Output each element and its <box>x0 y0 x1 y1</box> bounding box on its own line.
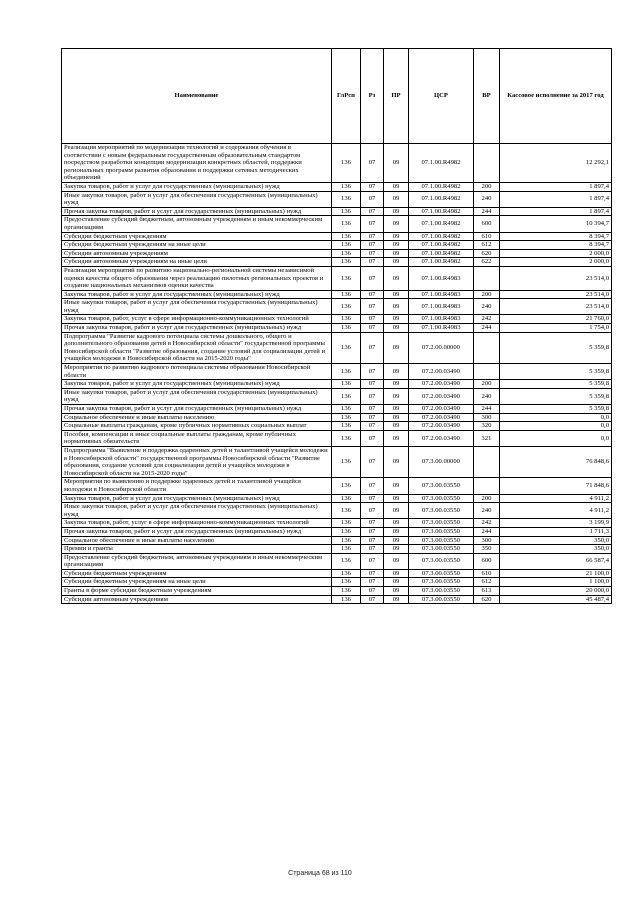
row-sum: 8 394,7 <box>500 241 612 250</box>
row-name: Премии и гранты <box>62 545 332 554</box>
table-row <box>62 324 612 333</box>
row-rz: 07 <box>361 446 384 477</box>
row-rz: 07 <box>361 536 384 545</box>
row-sum: 1 897,4 <box>500 191 612 207</box>
row-name: Мероприятия по развитию кадрового потенциала системы образования Новосибирской области <box>62 364 332 380</box>
row-sum: 4 911,2 <box>500 503 612 519</box>
row-pr: 09 <box>384 207 409 216</box>
row-grs: 136 <box>332 519 361 528</box>
row-csr: 07.3.00.03550 <box>409 545 474 554</box>
table-row <box>62 527 612 536</box>
row-grs: 136 <box>332 569 361 578</box>
row-grs: 136 <box>332 182 361 191</box>
row-pr: 09 <box>384 388 409 404</box>
row-sum: 0,0 <box>500 422 612 431</box>
row-csr: 07.2.00.00000 <box>409 332 474 363</box>
table-row <box>62 503 612 519</box>
row-name: Гранты в форме субсидии бюджетным учреждениям <box>62 587 332 596</box>
row-grs: 136 <box>332 324 361 333</box>
row-sum: 45 487,4 <box>500 595 612 604</box>
row-csr: 07.2.00.03490 <box>409 422 474 431</box>
table-row <box>62 545 612 554</box>
row-pr: 09 <box>384 144 409 183</box>
row-sum: 23 514,0 <box>500 290 612 299</box>
row-sum: 2 000,0 <box>500 258 612 267</box>
row-grs: 136 <box>332 430 361 446</box>
row-vr: 620 <box>474 249 500 258</box>
row-sum: 5 359,8 <box>500 364 612 380</box>
row-name: Субсидии бюджетным учреждениям на иные цели <box>62 241 332 250</box>
row-pr: 09 <box>384 519 409 528</box>
row-vr: 244 <box>474 324 500 333</box>
row-pr: 09 <box>384 380 409 389</box>
table-row <box>62 536 612 545</box>
row-csr: 07.1.00.R4982 <box>409 216 474 232</box>
row-csr: 07.1.00.R4983 <box>409 299 474 315</box>
row-name: Субсидии бюджетным учреждениям на иные цели <box>62 578 332 587</box>
row-vr: 240 <box>474 299 500 315</box>
row-sum: 5 359,8 <box>500 332 612 363</box>
row-rz: 07 <box>361 494 384 503</box>
row-name: Субсидии автономным учреждениям на иные цели <box>62 258 332 267</box>
row-vr <box>474 332 500 363</box>
row-sum: 66 587,4 <box>500 553 612 569</box>
row-pr: 09 <box>384 232 409 241</box>
row-pr: 09 <box>384 494 409 503</box>
row-grs: 136 <box>332 494 361 503</box>
row-vr: 612 <box>474 241 500 250</box>
row-grs: 136 <box>332 332 361 363</box>
table-row <box>62 266 612 290</box>
row-vr: 200 <box>474 494 500 503</box>
row-grs: 136 <box>332 422 361 431</box>
row-vr: 610 <box>474 569 500 578</box>
row-rz: 07 <box>361 388 384 404</box>
row-pr: 09 <box>384 430 409 446</box>
row-rz: 07 <box>361 216 384 232</box>
table-row <box>62 587 612 596</box>
row-pr: 09 <box>384 446 409 477</box>
row-grs: 136 <box>332 266 361 290</box>
row-name: Закупка товаров, работ и услуг для государственных (муниципальных) нужд <box>62 182 332 191</box>
row-sum: 0,0 <box>500 413 612 422</box>
row-csr: 07.1.00.R4983 <box>409 266 474 290</box>
row-pr: 09 <box>384 553 409 569</box>
row-pr: 09 <box>384 405 409 414</box>
row-vr: 242 <box>474 315 500 324</box>
row-vr: 321 <box>474 430 500 446</box>
row-rz: 07 <box>361 587 384 596</box>
row-csr: 07.3.00.03550 <box>409 578 474 587</box>
row-rz: 07 <box>361 527 384 536</box>
table-row <box>62 446 612 477</box>
row-rz: 07 <box>361 545 384 554</box>
row-rz: 07 <box>361 478 384 494</box>
row-grs: 136 <box>332 413 361 422</box>
row-rz: 07 <box>361 519 384 528</box>
row-csr: 07.3.00.03550 <box>409 494 474 503</box>
row-grs: 136 <box>332 216 361 232</box>
row-sum: 21 100,0 <box>500 569 612 578</box>
row-pr: 09 <box>384 315 409 324</box>
table-row <box>62 232 612 241</box>
row-name: Закупка товаров, работ и услуг для государственных (муниципальных) нужд <box>62 290 332 299</box>
row-name: Иные закупки товаров, работ и услуг для обеспечения государственных (муниципальных) нужд <box>62 388 332 404</box>
row-vr: 200 <box>474 182 500 191</box>
table-row <box>62 553 612 569</box>
table-row <box>62 364 612 380</box>
row-rz: 07 <box>361 241 384 250</box>
row-rz: 07 <box>361 315 384 324</box>
col-csr-header: ЦСР <box>409 49 474 144</box>
row-sum: 5 359,8 <box>500 388 612 404</box>
row-grs: 136 <box>332 405 361 414</box>
row-csr: 07.3.00.03550 <box>409 595 474 604</box>
row-rz: 07 <box>361 578 384 587</box>
row-rz: 07 <box>361 553 384 569</box>
row-grs: 136 <box>332 527 361 536</box>
row-vr: 244 <box>474 405 500 414</box>
row-sum: 23 514,0 <box>500 266 612 290</box>
row-grs: 136 <box>332 232 361 241</box>
row-csr: 07.3.00.03550 <box>409 527 474 536</box>
row-pr: 09 <box>384 569 409 578</box>
row-grs: 136 <box>332 299 361 315</box>
col-pr-header: ПР <box>384 49 409 144</box>
table-body <box>62 144 612 604</box>
row-grs: 136 <box>332 249 361 258</box>
row-csr: 07.1.00.R4982 <box>409 144 474 183</box>
row-rz: 07 <box>361 422 384 431</box>
row-name: Иные закупки товаров, работ и услуг для обеспечения государственных (муниципальных) нужд <box>62 299 332 315</box>
row-sum: 2 000,0 <box>500 249 612 258</box>
row-csr: 07.2.00.03490 <box>409 364 474 380</box>
row-vr: 600 <box>474 216 500 232</box>
row-name: Социальные выплаты гражданам, кроме публичных нормативных социальных выплат <box>62 422 332 431</box>
row-vr <box>474 446 500 477</box>
row-csr: 07.1.00.R4982 <box>409 249 474 258</box>
row-pr: 09 <box>384 413 409 422</box>
row-csr: 07.2.00.03490 <box>409 430 474 446</box>
table-row <box>62 249 612 258</box>
row-pr: 09 <box>384 527 409 536</box>
row-grs: 136 <box>332 144 361 183</box>
row-rz: 07 <box>361 430 384 446</box>
row-grs: 136 <box>332 315 361 324</box>
row-rz: 07 <box>361 266 384 290</box>
row-csr: 07.1.00.R4983 <box>409 324 474 333</box>
row-grs: 136 <box>332 545 361 554</box>
row-rz: 07 <box>361 232 384 241</box>
row-grs: 136 <box>332 207 361 216</box>
row-sum: 350,0 <box>500 536 612 545</box>
row-rz: 07 <box>361 191 384 207</box>
row-rz: 07 <box>361 364 384 380</box>
row-vr: 300 <box>474 413 500 422</box>
row-sum: 1 897,4 <box>500 182 612 191</box>
row-pr: 09 <box>384 536 409 545</box>
table-row <box>62 430 612 446</box>
row-csr: 07.3.00.03550 <box>409 587 474 596</box>
row-rz: 07 <box>361 503 384 519</box>
table-row <box>62 422 612 431</box>
row-name: Иные закупки товаров, работ и услуг для обеспечения государственных (муниципальных) нужд <box>62 503 332 519</box>
table-row <box>62 332 612 363</box>
table-row <box>62 216 612 232</box>
row-name: Прочая закупка товаров, работ и услуг для государственных (муниципальных) нужд <box>62 207 332 216</box>
row-vr: 300 <box>474 536 500 545</box>
row-pr: 09 <box>384 595 409 604</box>
row-csr: 07.1.00.R4982 <box>409 182 474 191</box>
row-name: Подпрограмма "Выявление и поддержка одаренных детей и талантливой учащейся молодежи в Новосибирской области" государственной программы Новосибирской области "Развитие образования, создание условий для социализации детей и учащейся молодежи в Новосибирской области на 2015-2020 годы" <box>62 446 332 477</box>
col-grs-header: ГлРсп <box>332 49 361 144</box>
row-sum: 350,0 <box>500 545 612 554</box>
row-pr: 09 <box>384 324 409 333</box>
table-row <box>62 380 612 389</box>
table-row <box>62 519 612 528</box>
row-vr <box>474 266 500 290</box>
row-name: Закупка товаров, работ, услуг в сфере информационно-коммуникационных технологий <box>62 315 332 324</box>
row-grs: 136 <box>332 478 361 494</box>
table-row <box>62 388 612 404</box>
row-sum: 5 359,8 <box>500 380 612 389</box>
row-csr: 07.2.00.03490 <box>409 380 474 389</box>
row-pr: 09 <box>384 478 409 494</box>
row-vr: 612 <box>474 578 500 587</box>
row-csr: 07.2.00.03490 <box>409 388 474 404</box>
table-row <box>62 182 612 191</box>
row-csr: 07.3.00.03550 <box>409 478 474 494</box>
row-vr: 244 <box>474 527 500 536</box>
row-rz: 07 <box>361 569 384 578</box>
row-csr: 07.1.00.R4982 <box>409 191 474 207</box>
row-name: Иные закупки товаров, работ и услуг для обеспечения государственных (муниципальных) нужд <box>62 191 332 207</box>
row-name: Прочая закупка товаров, работ и услуг для государственных (муниципальных) нужд <box>62 527 332 536</box>
row-pr: 09 <box>384 216 409 232</box>
col-name-header: Наименование <box>62 49 332 144</box>
row-grs: 136 <box>332 364 361 380</box>
row-vr <box>474 144 500 183</box>
row-sum: 1 711,3 <box>500 527 612 536</box>
row-grs: 136 <box>332 587 361 596</box>
row-name: Субсидии бюджетным учреждениям <box>62 569 332 578</box>
row-rz: 07 <box>361 290 384 299</box>
table-row <box>62 578 612 587</box>
row-sum: 20 000,0 <box>500 587 612 596</box>
row-pr: 09 <box>384 258 409 267</box>
row-sum: 0,0 <box>500 430 612 446</box>
row-csr: 07.1.00.R4982 <box>409 258 474 267</box>
row-vr: 613 <box>474 587 500 596</box>
row-vr: 200 <box>474 290 500 299</box>
row-rz: 07 <box>361 258 384 267</box>
row-name: Мероприятия по выявлению и поддержке одаренных детей и талантливой учащейся молодежи в Новосибирской области <box>62 478 332 494</box>
table-row <box>62 191 612 207</box>
row-rz: 07 <box>361 380 384 389</box>
table-header <box>62 49 612 144</box>
row-sum: 12 292,1 <box>500 144 612 183</box>
table-row <box>62 290 612 299</box>
row-vr: 242 <box>474 519 500 528</box>
row-csr: 07.3.00.03550 <box>409 536 474 545</box>
table-row <box>62 258 612 267</box>
row-csr: 07.1.00.R4982 <box>409 207 474 216</box>
col-rz-header: Рз <box>361 49 384 144</box>
row-csr: 07.3.00.03550 <box>409 503 474 519</box>
table-row <box>62 315 612 324</box>
row-pr: 09 <box>384 578 409 587</box>
row-sum: 71 848,6 <box>500 478 612 494</box>
row-sum: 3 199,9 <box>500 519 612 528</box>
row-csr: 07.1.00.R4983 <box>409 290 474 299</box>
row-pr: 09 <box>384 266 409 290</box>
row-pr: 09 <box>384 422 409 431</box>
row-vr: 622 <box>474 258 500 267</box>
table-row <box>62 478 612 494</box>
row-name: Закупка товаров, работ и услуг для государственных (муниципальных) нужд <box>62 494 332 503</box>
row-name: Субсидии автономным учреждениям <box>62 249 332 258</box>
row-sum: 76 848,6 <box>500 446 612 477</box>
row-sum: 1 100,0 <box>500 578 612 587</box>
page-number: Страница 68 из 110 <box>288 870 352 877</box>
row-name: Предоставление субсидий бюджетным, автономным учреждениям и иным некоммерческим организациям <box>62 553 332 569</box>
row-rz: 07 <box>361 182 384 191</box>
row-vr: 600 <box>474 553 500 569</box>
row-grs: 136 <box>332 380 361 389</box>
table-row <box>62 413 612 422</box>
row-sum: 10 394,7 <box>500 216 612 232</box>
row-rz: 07 <box>361 595 384 604</box>
row-name: Реализация мероприятий по развитию национально-региональной системы независимой оценки качества общего образования через реализацию пилотных региональных проектов и создание национальных механизмов оценки качества <box>62 266 332 290</box>
row-vr: 244 <box>474 207 500 216</box>
budget-table <box>61 48 612 604</box>
row-csr: 07.1.00.R4983 <box>409 315 474 324</box>
row-csr: 07.3.00.03550 <box>409 553 474 569</box>
row-pr: 09 <box>384 182 409 191</box>
row-grs: 136 <box>332 446 361 477</box>
row-pr: 09 <box>384 290 409 299</box>
row-name: Социальное обеспечение и иные выплаты населению <box>62 536 332 545</box>
row-grs: 136 <box>332 536 361 545</box>
row-rz: 07 <box>361 332 384 363</box>
row-vr: 240 <box>474 388 500 404</box>
row-pr: 09 <box>384 191 409 207</box>
row-name: Закупка товаров, работ и услуг для государственных (муниципальных) нужд <box>62 380 332 389</box>
row-name: Субсидии бюджетным учреждениям <box>62 232 332 241</box>
row-vr <box>474 478 500 494</box>
row-vr: 610 <box>474 232 500 241</box>
row-pr: 09 <box>384 503 409 519</box>
row-pr: 09 <box>384 587 409 596</box>
table-row <box>62 595 612 604</box>
row-csr: 07.1.00.R4982 <box>409 241 474 250</box>
row-sum: 23 514,0 <box>500 299 612 315</box>
row-name: Социальное обеспечение и иные выплаты населению <box>62 413 332 422</box>
row-csr: 07.3.00.03550 <box>409 569 474 578</box>
table-row <box>62 405 612 414</box>
row-rz: 07 <box>361 249 384 258</box>
row-name: Прочая закупка товаров, работ и услуг для государственных (муниципальных) нужд <box>62 324 332 333</box>
row-csr: 07.1.00.R4982 <box>409 232 474 241</box>
row-grs: 136 <box>332 553 361 569</box>
row-grs: 136 <box>332 290 361 299</box>
col-sum-header: Кассовое исполнение за 2017 год <box>500 49 612 144</box>
row-vr <box>474 364 500 380</box>
row-pr: 09 <box>384 249 409 258</box>
row-csr: 07.3.00.00000 <box>409 446 474 477</box>
row-vr: 240 <box>474 503 500 519</box>
row-sum: 21 760,0 <box>500 315 612 324</box>
row-name: Подпрограмма "Развитие кадрового потенциала системы дошкольного, общего и дополнительного образования детей в Новосибирской области" государственной программы Новосибирской области "Развитие образования, создание условий для социализации детей и учащейся молодежи в Новосибирской области на 2015-2020 годы" <box>62 332 332 363</box>
row-grs: 136 <box>332 595 361 604</box>
row-grs: 136 <box>332 258 361 267</box>
row-csr: 07.2.00.03490 <box>409 405 474 414</box>
row-grs: 136 <box>332 503 361 519</box>
row-name: Прочая закупка товаров, работ и услуг для государственных (муниципальных) нужд <box>62 405 332 414</box>
row-rz: 07 <box>361 405 384 414</box>
row-grs: 136 <box>332 241 361 250</box>
row-pr: 09 <box>384 364 409 380</box>
row-grs: 136 <box>332 578 361 587</box>
row-name: Субсидии автономным учреждениям <box>62 595 332 604</box>
row-rz: 07 <box>361 413 384 422</box>
row-sum: 4 911,2 <box>500 494 612 503</box>
table-row <box>62 144 612 183</box>
row-sum: 1 897,4 <box>500 207 612 216</box>
row-sum: 5 359,8 <box>500 405 612 414</box>
row-vr: 200 <box>474 380 500 389</box>
table-row <box>62 569 612 578</box>
row-name: Закупка товаров, работ, услуг в сфере информационно-коммуникационных технологий <box>62 519 332 528</box>
row-vr: 620 <box>474 595 500 604</box>
table-row <box>62 299 612 315</box>
row-pr: 09 <box>384 332 409 363</box>
row-name: Предоставление субсидий бюджетным, автономным учреждениям и иным некоммерческим организациям <box>62 216 332 232</box>
row-rz: 07 <box>361 207 384 216</box>
row-name: Реализация мероприятий по модернизации технологий и содержания обучения в соответствии с новым федеральным государственным образовательным стандартом посредством разработки концепции модернизации конкретных областей, поддержки региональных программ развития образования и поддержки сетевых методических объединений <box>62 144 332 183</box>
row-pr: 09 <box>384 545 409 554</box>
row-name: Пособия, компенсации и иные социальные выплаты гражданам, кроме публичных нормативных обязательств <box>62 430 332 446</box>
row-pr: 09 <box>384 299 409 315</box>
row-vr: 350 <box>474 545 500 554</box>
row-rz: 07 <box>361 144 384 183</box>
row-rz: 07 <box>361 324 384 333</box>
table-row <box>62 241 612 250</box>
col-vr-header: ВР <box>474 49 500 144</box>
row-rz: 07 <box>361 299 384 315</box>
row-grs: 136 <box>332 191 361 207</box>
row-grs: 136 <box>332 388 361 404</box>
row-csr: 07.3.00.03550 <box>409 519 474 528</box>
row-sum: 1 754,0 <box>500 324 612 333</box>
row-sum: 8 394,7 <box>500 232 612 241</box>
table-row <box>62 207 612 216</box>
header-row <box>62 49 612 144</box>
row-vr: 240 <box>474 191 500 207</box>
row-vr: 320 <box>474 422 500 431</box>
row-csr: 07.2.00.03490 <box>409 413 474 422</box>
table-row <box>62 494 612 503</box>
row-pr: 09 <box>384 241 409 250</box>
